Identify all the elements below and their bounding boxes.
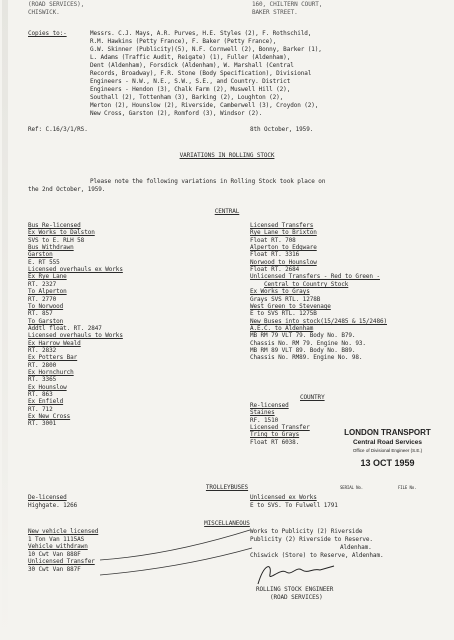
central-left-line: RT. 2770 [28, 295, 57, 303]
country-line: Re-licensed [250, 402, 289, 409]
copies-line: G.W. Skinner (Publicity)(5), N.F. Cornwell (2), Bonny, Barker (1), [90, 46, 322, 53]
country-line: Float RT 6038. [250, 438, 300, 446]
header-right-line1: 160, CHILTERN COURT, [252, 1, 323, 8]
central-right-line: Norwood to Hounslow [250, 258, 317, 266]
copies-line: L. Adams (Traffic Audit, Reigate) (1), Fuller (Aldenham), [90, 54, 291, 61]
central-right-line: West Green to Stevenage [250, 302, 331, 310]
central-left-line: E. RT 555 [28, 258, 60, 266]
central-left-line: Bus Withdrawn [28, 244, 74, 252]
country-line: Staines [250, 409, 275, 417]
central-left-line: RT. 857 [28, 310, 53, 318]
central-right-line: Grays SVS RTL. 1278B [250, 295, 321, 303]
misc-left-line: 1 Ton Van 1115AS [28, 535, 85, 543]
stamp-line1: LONDON TRANSPORT [344, 428, 431, 437]
copies-line: Messrs. C.J. Mays, A.R. Purves, H.E. Styles (2), F. Rothschild, [90, 30, 312, 37]
header-left-line2: CHISWICK. [28, 9, 60, 16]
stamp-date: 13 OCT 1959 [360, 458, 415, 468]
serial-label: SERIAL No. [340, 485, 364, 490]
central-left-line: Licensed overhauls to Works [28, 332, 123, 340]
trolleybus-left-line: Highgate. 1266 [28, 502, 78, 509]
trolleybus-right-line: E to SVS. To Fulwell 1791 [250, 502, 338, 509]
central-right-line: Float RT. 2684 [250, 266, 300, 274]
misc-left-line: New vehicle licensed [28, 528, 99, 535]
misc-right-line2: Publicity (2) Riverside to Reserve. [250, 536, 373, 543]
central-left-line: To Garston [28, 317, 64, 325]
central-left-line: Ex Harrow Weald [28, 339, 81, 347]
central-left-line: Ex Hounslow [28, 383, 67, 391]
central-heading: CENTRAL [214, 208, 240, 215]
central-left-line: Ex Rye Lane [28, 273, 67, 281]
country-line: RF. 1510 [250, 416, 279, 424]
signatory-title: ROLLING STOCK ENGINEER [256, 586, 334, 593]
pen-stroke-1 [100, 530, 250, 560]
intro-line2: the 2nd October, 1959. [28, 186, 106, 193]
central-left-line: Licensed overhauls ex Works [28, 266, 123, 274]
header-right-line2: BAKER STREET. [252, 9, 298, 16]
central-left-line: Ex Enfield [28, 398, 64, 406]
central-left-line: Ex Potters Bar [28, 354, 78, 362]
central-right-line: Chassis No. RM 79. Engine No. 93. [250, 339, 366, 347]
copies-line: Engineers - Hendon (3), Chalk Farm (2), Muswell Hill (2), [90, 86, 291, 93]
central-right-line: Licensed Transfers [250, 222, 314, 229]
copies-label: Copies to:- [28, 30, 67, 37]
trolleybus-left-line: De-licensed [28, 494, 67, 501]
header-left-line1: (ROAD SERVICES), [28, 1, 85, 8]
copies-line: Southall (2), Tottenham (3), Barking (2), Loughton (2), [90, 94, 284, 101]
country-line: Tring to Grays [250, 431, 300, 439]
central-left-line: RT. 2800 [28, 361, 57, 369]
central-right-line: MB RM 79 VLT 79. Body No. B79. [250, 332, 356, 340]
signatory-department: (ROAD SERVICES) [270, 594, 323, 601]
copies-line: Records, Broadway), F.R. Stone (Body Specification), Divisional [90, 70, 312, 77]
central-right-line: E to SVS RTL. 1275B [250, 310, 317, 318]
misc-right-line4: Chiswick (Store) to Reserve, Aldenham. [250, 552, 384, 559]
central-left-line: RT. 2832 [28, 346, 57, 354]
central-right-line: Central to Country Stock [264, 280, 349, 288]
central-left-line: Bus Re-licensed [28, 222, 81, 229]
intro-line1: Please note the following variations in Rolling Stock took place on [90, 178, 326, 185]
miscellaneous-heading: MISCELLANEOUS [204, 520, 250, 527]
central-right-line: MB RM 89 VLT 89. Body No. B89. [250, 346, 356, 354]
copies-line: Dent (Aldenham), Forsdick (Aldenham), W. Marshall (Central [90, 62, 294, 69]
copies-line: Merton (2), Hounslow (2), Riverside, Camberwell (3), Croydon (2), [90, 102, 319, 109]
central-right-line: Alperton to Edgware [250, 244, 317, 252]
document-title: VARIATIONS IN ROLLING STOCK [179, 152, 275, 159]
trolleybus-right-line: Unlicensed ex Works [250, 494, 317, 501]
central-right-line: A.E.C. to Aldenham [250, 324, 314, 332]
signature [250, 558, 340, 588]
central-left-line: Ex Works to Dalston [28, 229, 95, 237]
misc-left-line: Vehicle withdrawn [28, 543, 88, 551]
central-right-line: Chassis No. RM89. Engine No. 98. [250, 354, 363, 362]
central-left-line: RT. 712 [28, 405, 53, 413]
trolleybuses-heading: TROLLEYBUSES [205, 484, 249, 491]
copies-line: New Cross, Garston (2), Romford (3), Windsor (2). [90, 110, 263, 117]
central-left-line: Ex Hornchurch [28, 369, 74, 376]
central-left-line: Garston [28, 251, 53, 259]
central-left-line: SVS to E. RLH 58 [28, 236, 85, 244]
misc-right-line3: Aldenham. [340, 544, 372, 551]
copies-line: R.M. Hawkins (Petty France), F. Baker (Petty France), [90, 38, 277, 45]
country-line: Licensed Transfer [250, 424, 310, 432]
central-left-line: RT. 2327 [28, 280, 57, 288]
central-right-line: Ex Works to Grays [250, 288, 310, 296]
central-left-line: RT. 3001 [28, 420, 57, 428]
stamp-line2: Central Road Services [352, 439, 422, 446]
document-date: 8th October, 1959. [250, 126, 314, 133]
file-label: FILE No. [398, 485, 417, 490]
central-left-line: RT. 863 [28, 391, 53, 399]
misc-left-line: 10 Cwt Van 888F [28, 550, 81, 558]
central-left-line: To Norwood [28, 302, 64, 310]
pen-stroke-2 [100, 548, 252, 575]
stamp-line3: Office of Divisional Engineer (S.E.) [352, 448, 423, 453]
central-left-line: Ex New Cross [28, 413, 71, 421]
central-right-line: Unlicensed Transfers - Red to Green - [250, 273, 380, 281]
central-right-line: Float RT. 708 [250, 236, 296, 244]
country-heading: COUNTRY [300, 394, 325, 401]
signature-mark [250, 558, 340, 588]
misc-left-line: Unlicensed Transfer [28, 558, 95, 566]
reference: Ref: C.16/3/1/RS. [28, 126, 88, 133]
central-left-line: RT. 3365 [28, 376, 57, 384]
misc-left-line: 30 Cwt Van 887F [28, 566, 81, 573]
central-right-line: Rye Lane to Brixton [250, 229, 317, 237]
central-left-line: To Alperton [28, 288, 67, 296]
misc-right-line1: Works to Publicity (2) Riverside [250, 528, 363, 535]
central-right-line: Float RT. 3316 [250, 251, 300, 259]
central-right-line: New Buses into stock(15/2485 & 15/2486) [250, 317, 387, 325]
copies-line: Engineers - N.W., N.E., S.W., S.E., and Country. District [90, 78, 291, 85]
central-left-line: Addtl float. RT. 2847 [28, 324, 102, 332]
